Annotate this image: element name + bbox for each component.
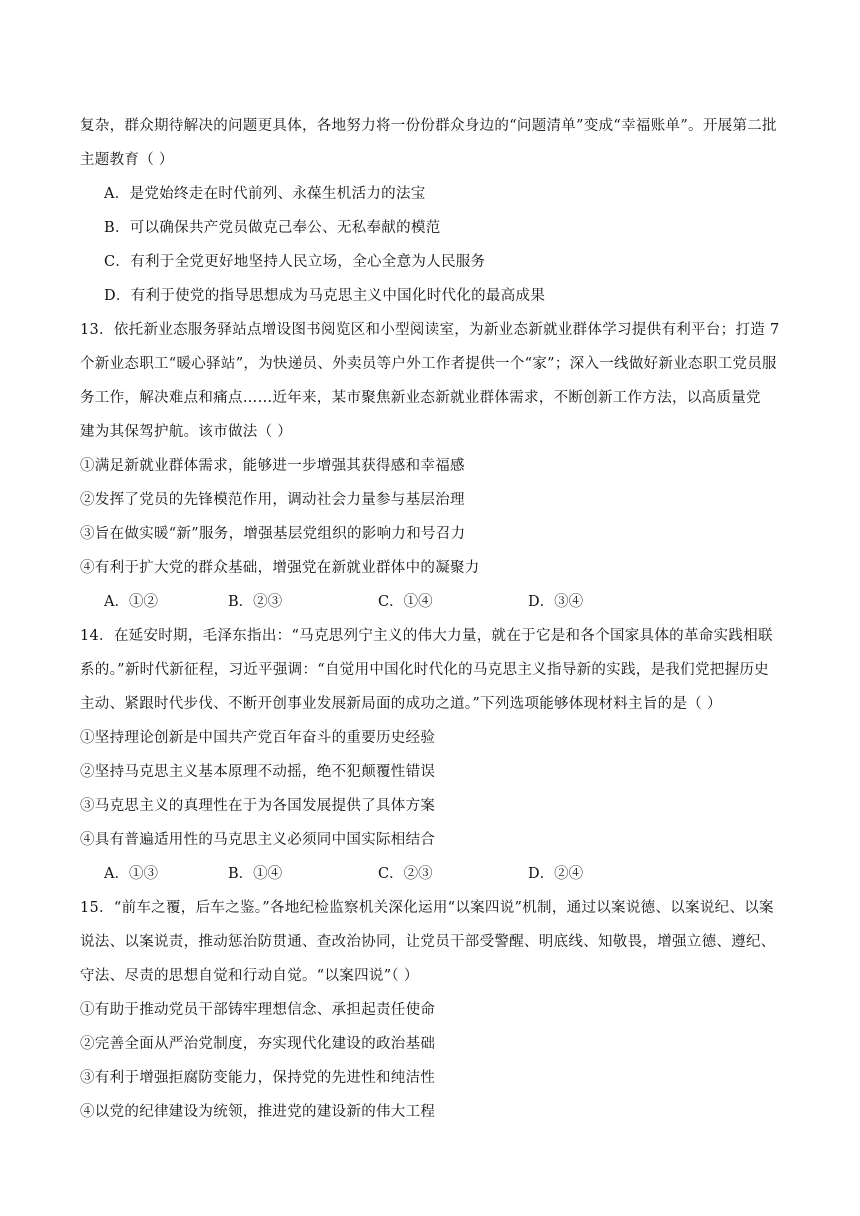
q15-stem-line-2: 说法、以案说责，推动惩治防贯通、查改治协同，让党员干部受警醒、明底线、知敬畏，增强立德、遵纪、 <box>80 934 776 950</box>
q13-statement-4: ④有利于扩大党的群众基础，增强党在新就业群体中的凝聚力 <box>80 560 480 576</box>
q14-statement-3: ③马克思主义的真理性在于为各国发展提供了具体方案 <box>80 798 436 814</box>
q14-statement-2: ②坚持马克思主义基本原理不动摇，绝不犯颠覆性错误 <box>80 764 436 780</box>
q14-choice-c: C．②③ <box>378 866 433 882</box>
q14-choice-d: D．②④ <box>528 866 584 882</box>
q15-statement-3: ③有利于增强拒腐防变能力，保持党的先进性和纯洁性 <box>80 1070 436 1086</box>
q14-statement-4: ④具有普遍适用性的马克思主义必须同中国实际相结合 <box>80 832 436 848</box>
q13-stem-line-3: 务工作，解决难点和痛点……近年来，某市聚焦新业态新就业群体需求，不断创新工作方法，以高质量党 <box>80 390 761 406</box>
q13-stem-line-1: 13．依托新业态服务驿站点增设图书阅览区和小型阅读室，为新业态新就业群体学习提供有利平台；打造 7 <box>80 322 780 338</box>
q14-stem-line-1: 14．在延安时期，毛泽东指出：“马克思列宁主义的伟大力量，就在于它是和各个国家具体的革命实践相联 <box>80 628 773 644</box>
q15-statement-1: ①有助于推动党员干部铸牢理想信念、承担起责任使命 <box>80 1002 436 1018</box>
q14-choice-b: B．①④ <box>228 866 283 882</box>
q12-stem-line-1: 复杂，群众期待解决的问题更具体，各地努力将一份份群众身边的“问题清单”变成“幸福账单”。开展第二批 <box>80 118 777 134</box>
q12-option-a: A．是党始终走在时代前列、永葆生机活力的法宝 <box>104 186 426 202</box>
q13-statement-2: ②发挥了党员的先锋模范作用，调动社会力量参与基层治理 <box>80 492 465 508</box>
q14-stem-line-3: 主动、紧跟时代步伐、不断开创事业发展新局面的成功之道。”下列选项能够体现材料主旨的是（ ） <box>80 696 722 712</box>
q15-stem-line-1: 15．“前车之覆，后车之鉴。”各地纪检监察机关深化运用“以案四说”机制，通过以案说德、以案说纪、以案 <box>80 900 774 916</box>
q12-option-b: B．可以确保共产党员做克己奉公、无私奉献的模范 <box>104 220 441 236</box>
q12-stem-line-2: 主题教育（ ） <box>80 152 174 168</box>
q15-stem-line-3: 守法、尽责的思想自觉和行动自觉。“以案四说”（ ） <box>80 968 419 984</box>
q13-choice-a: A．①② <box>104 594 158 610</box>
q13-stem-line-2: 个新业态职工“暖心驿站”，为快递员、外卖员等户外工作者提供一个“家”；深入一线做好新业态职工党员服 <box>80 356 777 372</box>
q13-choice-c: C．①④ <box>378 594 433 610</box>
q13-statement-1: ①满足新就业群体需求，能够进一步增强其获得感和幸福感 <box>80 458 465 474</box>
q15-statement-2: ②完善全面从严治党制度，夯实现代化建设的政治基础 <box>80 1036 436 1052</box>
q14-choice-a: A．①③ <box>104 866 158 882</box>
q14-stem-line-2: 系的。”新时代新征程，习近平强调：“自觉用中国化时代化的马克思主义指导新的实践，是我们党把握历史 <box>80 662 769 678</box>
q12-option-d: D．有利于使党的指导思想成为马克思主义中国化时代化的最高成果 <box>104 288 546 304</box>
q13-choice-d: D．③④ <box>528 594 584 610</box>
q12-option-c: C．有利于全党更好地坚持人民立场，全心全意为人民服务 <box>104 254 486 270</box>
q13-stem-line-4: 建为其保驾护航。该市做法（ ） <box>80 424 293 440</box>
q13-choice-b: B．②③ <box>228 594 283 610</box>
q14-statement-1: ①坚持理论创新是中国共产党百年奋斗的重要历史经验 <box>80 730 436 746</box>
q13-statement-3: ③旨在做实暖“新”服务，增强基层党组织的影响力和号召力 <box>80 526 466 542</box>
q15-statement-4: ④以党的纪律建设为统领，推进党的建设新的伟大工程 <box>80 1104 436 1120</box>
